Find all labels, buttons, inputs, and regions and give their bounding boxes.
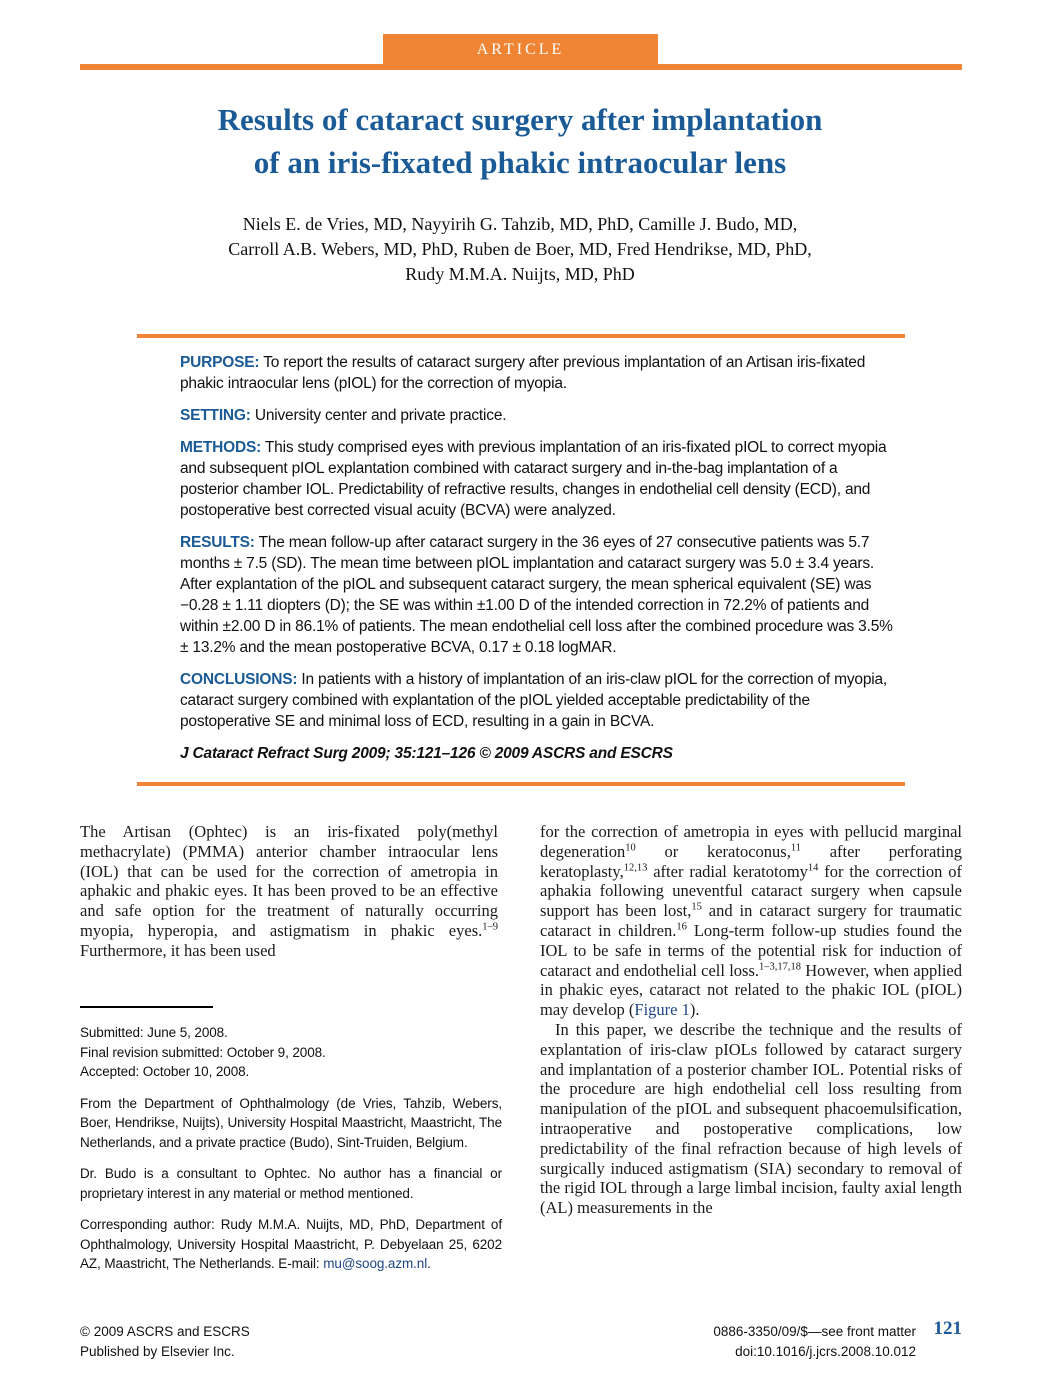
email-link[interactable]: mu@soog.azm.nl	[323, 1256, 428, 1271]
text-run: Furthermore, it has been used	[80, 940, 276, 960]
text-run: Corresponding author: Rudy M.M.A. Nuijts, MD, PhD, Department of Ophthalmology, University Hospital Maastricht, P. Debyelaan 25, 6202 AZ, Maastricht, The Netherlands. E-mail:	[80, 1217, 502, 1271]
abstract-section-text: The mean follow-up after cataract surgery in the 36 eyes of 27 consecutive patients was 5.7 months ± 7.5 (SD). The mean time between pIOL implantation and cataract surgery was 5.0 ± 3.4 years. After explantation of the pIOL and subsequent cataract surgery, the mean spherical equivalent (SE) was −0.28 ± 1.11 diopters (D); the SE was within ±1.00 D of the intended correction in 72.2% of patients and within ±2.00 D in 86.1% of patients. The mean endothelial cell loss after the combined procedure was 3.5% ± 13.2% and the mean postoperative BCVA, 0.17 ± 0.18 logMAR.	[180, 534, 893, 656]
text-run: after perforating keratoplasty,	[540, 841, 962, 881]
copyright-line: © 2009 ASCRS and ESCRS	[80, 1324, 250, 1339]
page-number: 121	[933, 1318, 962, 1339]
reference-superscript: 15	[691, 901, 702, 913]
abstract-section-setting	[180, 405, 893, 426]
text-run: The Artisan (Ophtec) is an iris-fixated poly(methyl methacrylate) (PMMA) anterior chamber intraocular lens (IOL) that can be used for the correction of ametropia in aphakic and phakic eyes. It has been proved to be an effective and safe option for the treatment of naturally occurring myopia, hyperopia, and astigmatism in phakic eyes.	[80, 822, 498, 940]
text-run: or keratoconus,	[635, 841, 791, 861]
text-run: .	[427, 1256, 431, 1271]
footnote-submitted: Submitted: June 5, 2008.	[80, 1025, 228, 1040]
abstract-section-label: METHODS:	[180, 439, 262, 456]
abstract-section-label: SETTING:	[180, 407, 251, 424]
journal-citation: J Cataract Refract Surg 2009; 35:121–126 © 2009 ASCRS and ESCRS	[180, 745, 673, 762]
abstract-section-conclusions	[180, 669, 893, 732]
footnote-affiliation: From the Department of Ophthalmology (de Vries, Tahzib, Webers, Boer, Hendrikse, Nuijts), University Hospital Maastricht, Maastricht, The Netherlands, and a private practice (Budo), Sint-Truiden, Belgium.	[80, 1095, 502, 1150]
abstract-section-methods	[180, 437, 893, 521]
reference-superscript: 16	[676, 921, 687, 933]
text-run: after radial keratotomy	[647, 861, 808, 881]
author-list	[0, 212, 1040, 287]
title-line-2: of an iris-fixated phakic intraocular lens	[253, 145, 787, 180]
footer-left	[80, 1322, 250, 1362]
footer-right	[713, 1322, 916, 1362]
abstract-section-text: This study comprised eyes with previous implantation of an iris-fixated pIOL to correct myopia and subsequent pIOL explantation combined with cataract surgery and in-the-bag implantation of a posterior chamber IOL. Predictability of refractive results, changes in endothelial cell density (ECD), and postoperative best corrected visual acuity (BCVA) were analyzed.	[180, 439, 887, 519]
abstract-section-label: CONCLUSIONS:	[180, 671, 298, 688]
text-run: for the correction of aphakia following uneventful cataract surgery when capsule support has been lost,	[540, 861, 962, 921]
footnote-corresponding	[80, 1215, 502, 1274]
reference-superscript: 10	[625, 842, 636, 854]
footnote-disclosure: Dr. Budo is a consultant to Ophtec. No author has a financial or proprietary interest in any material or method mentioned.	[80, 1166, 502, 1201]
footnote-rule	[80, 1006, 213, 1008]
left-column	[80, 822, 498, 961]
abstract-section-label: PURPOSE:	[180, 354, 260, 371]
reference-superscript: 1–9	[482, 921, 498, 933]
issn-line: 0886-3350/09/$—see front matter	[713, 1324, 916, 1339]
text-run: for the correction of ametropia in eyes with pellucid marginal degeneration	[540, 822, 962, 861]
text-run: ).	[689, 1000, 700, 1020]
article-type-label: ARTICLE	[476, 41, 565, 58]
author-line: Rudy M.M.A. Nuijts, MD, PhD	[405, 264, 635, 284]
doi-line: doi:10.1016/j.jcrs.2008.10.012	[735, 1344, 916, 1359]
abstract	[137, 334, 905, 786]
abstract-section-purpose	[180, 352, 893, 394]
author-line: Carroll A.B. Webers, MD, PhD, Ruben de Boer, MD, Fred Hendrikse, MD, PhD,	[228, 239, 812, 259]
reference-superscript: 12,13	[623, 862, 648, 874]
reference-superscript: 1–3,17,18	[759, 961, 802, 973]
text-run: and in cataract surgery for traumatic cataract in children.	[540, 901, 963, 940]
figure-1-link[interactable]: Figure 1	[634, 1000, 690, 1020]
footnote-dates	[80, 1023, 502, 1082]
right-column	[540, 822, 962, 1218]
article-type-banner	[383, 34, 658, 65]
reference-superscript: 11	[790, 842, 801, 854]
abstract-section-text: University center and private practice.	[254, 407, 507, 424]
footnotes	[80, 1006, 502, 1286]
footnote-accepted: Accepted: October 10, 2008.	[80, 1064, 250, 1079]
publisher-line: Published by Elsevier Inc.	[80, 1344, 235, 1359]
body-paragraph: In this paper, we describe the technique and the results of explantation of iris-claw pIOLs followed by cataract surgery and implantation of a posterior chamber IOL. Potential risks of the procedure are high endothelial cell loss resulting from manipulation of the pIOL and subsequent phacoemulsification, intraoperative and postoperative complications, low predictability of the final refraction because of high levels of surgically induced astigmatism (SIA) secondary to removal of the rigid IOL through a large limbal incision, faulty axial length (AL) measurements in the	[540, 1019, 962, 1218]
footnote-final-revision: Final revision submitted: October 9, 2008.	[80, 1044, 326, 1060]
body-paragraph	[540, 822, 962, 1020]
reference-superscript: 14	[807, 862, 819, 874]
text-run: Long-term follow-up studies found the IOL to be safe in terms of the potential risk for induction of cataract and endothelial cell loss.	[540, 920, 962, 980]
abstract-section-results	[180, 532, 893, 658]
abstract-section-text: In patients with a history of implantation of an iris-claw pIOL for the correction of myopia, cataract surgery combined with explantation of the pIOL yielded acceptable predictability of the postoperative SE and minimal loss of ECD, resulting in a gain in BCVA.	[180, 671, 888, 730]
author-line: Niels E. de Vries, MD, Nayyirih G. Tahzib, MD, PhD, Camille J. Budo, MD,	[242, 214, 798, 234]
abstract-section-text: To report the results of cataract surgery after previous implantation of an Artisan iris-fixated phakic intraocular lens (pIOL) for the correction of myopia.	[180, 354, 866, 392]
title-line-1: Results of cataract surgery after implantation	[217, 102, 823, 137]
page-title	[0, 98, 1040, 184]
header-rule	[80, 64, 962, 70]
abstract-section-label: RESULTS:	[180, 534, 255, 551]
text-run: However, when applied in phakic eyes, cataract not related to the phakic IOL (pIOL) may develop (	[540, 960, 962, 1020]
body-paragraph	[80, 822, 498, 961]
